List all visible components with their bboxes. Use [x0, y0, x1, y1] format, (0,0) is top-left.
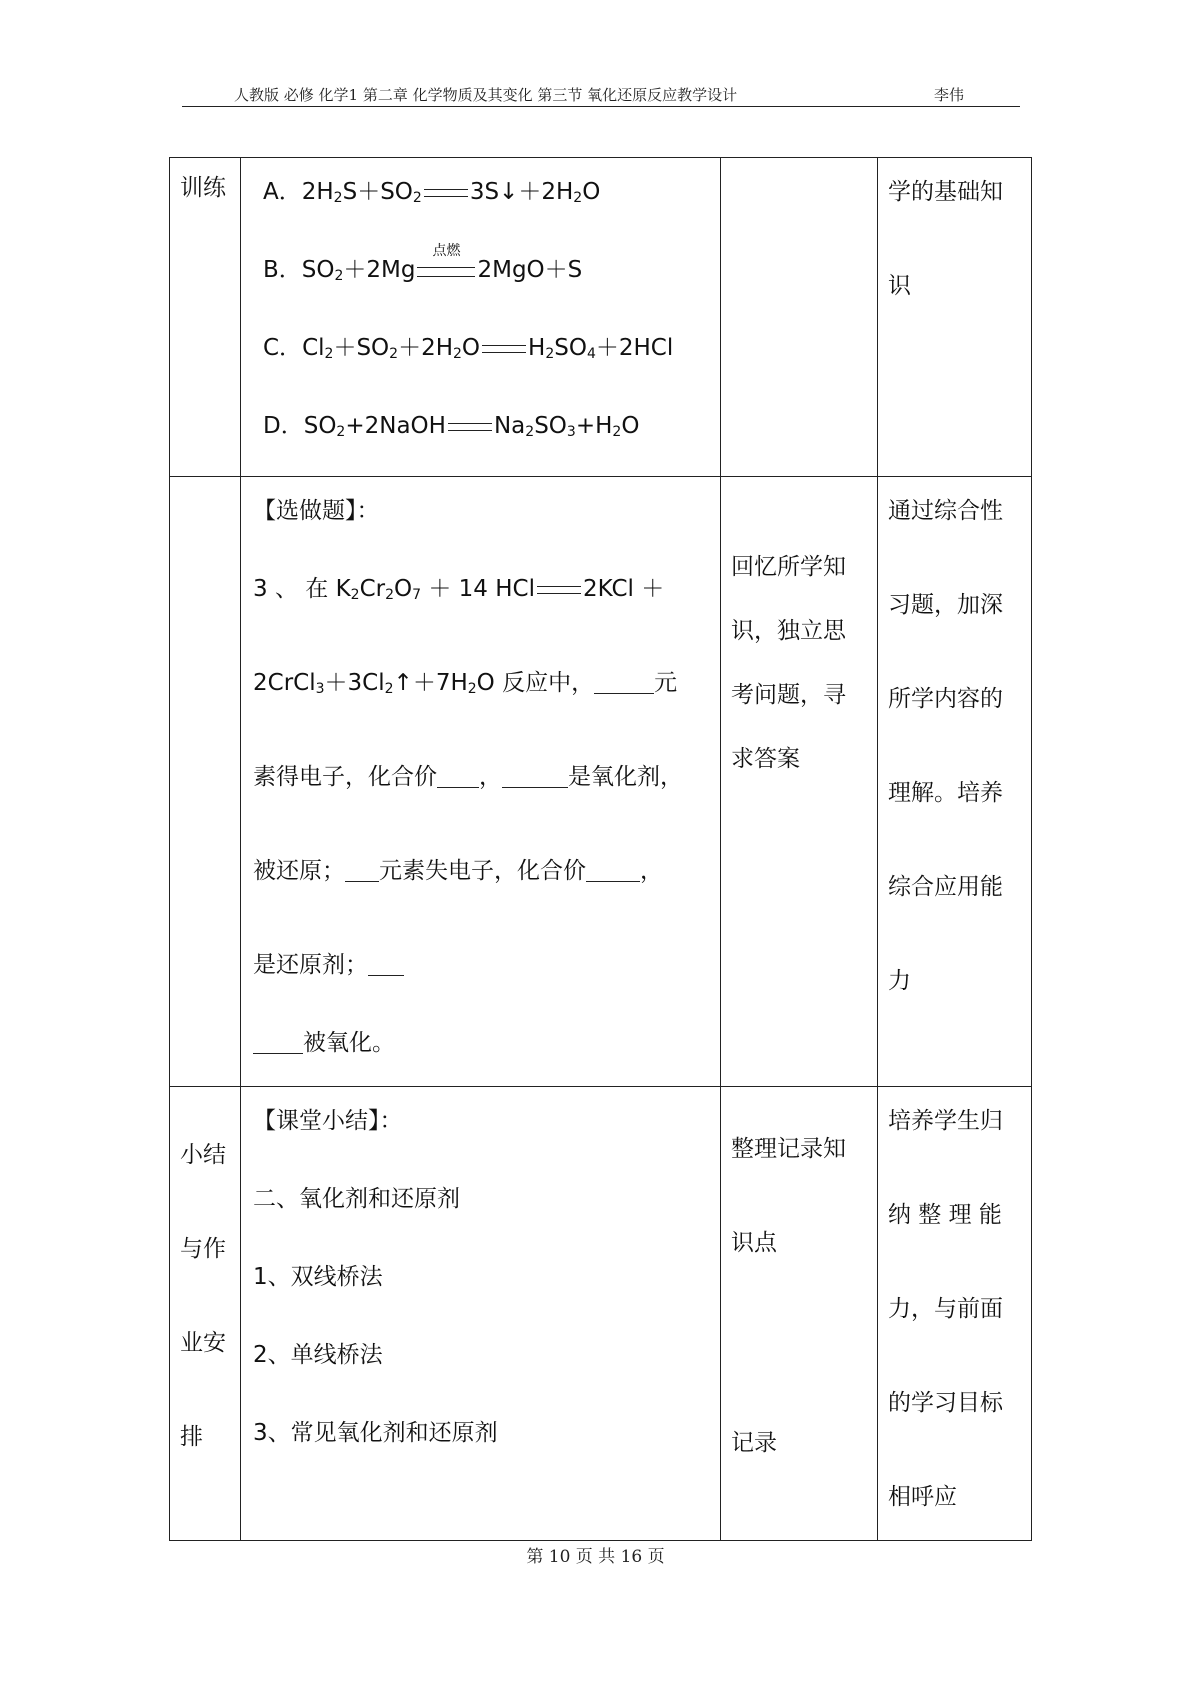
equals-sign — [482, 345, 526, 353]
activity-text: 识，独立思 — [731, 618, 846, 644]
goal-text: 理解。培养 — [888, 780, 1003, 806]
goal-text: 培养学生归 — [888, 1108, 1003, 1134]
stage-label: 排 — [180, 1424, 203, 1450]
answer-blank[interactable] — [594, 669, 654, 694]
table-row-summary — [170, 1087, 1032, 1541]
question-line: $2CrCl_3+3Cl_2↑+7H_2O$ 反应中， 元 — [253, 670, 678, 697]
activity-text: 整理记录知 — [731, 1136, 846, 1162]
question-line: 被还原； 元素失电子，化合价 ， — [253, 858, 663, 884]
content-cell — [241, 477, 721, 1087]
stage-label: 与作 — [180, 1236, 226, 1262]
summary-item: 2、单线桥法 — [253, 1342, 383, 1368]
goal-text: 通过综合性 — [888, 498, 1003, 524]
goal-text: 所学内容的 — [888, 686, 1003, 712]
goal-text: 的学习目标 — [888, 1390, 1003, 1416]
stage-cell — [170, 158, 241, 477]
goal-text: 识 — [888, 273, 911, 299]
content-cell — [241, 158, 721, 477]
page-footer: 第 10 页 共 16 页 — [526, 1547, 665, 1567]
activity-cell — [721, 477, 878, 1087]
header-title: 人教版 必修 化学1 第二章 化学物质及其变化 第三节 氧化还原反应教学设计 — [234, 86, 738, 104]
option-c: C．$Cl_2+SO_2+2H_2O$ $H_2SO_4+2HCl$ — [263, 335, 674, 362]
answer-blank[interactable] — [345, 857, 379, 882]
goal-text: 力 — [888, 968, 911, 994]
option-a: A．$2H_2S+SO_2$ $3S↓+2H_2O$ — [263, 179, 601, 206]
goal-cell — [878, 158, 1032, 477]
activity-text: 考问题，寻 — [731, 682, 846, 708]
summary-item: 3、常见氧化剂和还原剂 — [253, 1420, 498, 1446]
activity-text: 回忆所学知 — [731, 554, 846, 580]
equals-sign — [537, 586, 581, 594]
activity-text: 识点 — [731, 1230, 777, 1256]
equals-sign — [424, 189, 468, 197]
stage-label: 业安 — [180, 1330, 226, 1356]
goal-cell — [878, 1087, 1032, 1541]
goal-text: 综合应用能 — [888, 874, 1003, 900]
question-line: 素得电子，化合价 ， 是氧化剂， — [253, 764, 683, 790]
section-heading: 【选做题】： — [253, 498, 380, 524]
summary-item: 二、氧化剂和还原剂 — [253, 1186, 460, 1212]
option-d: D．$SO_2+2NaOH$ $Na_2SO_3+H_2O$ — [263, 413, 640, 440]
activity-text: 记录 — [731, 1430, 777, 1456]
equals-sign — [448, 423, 492, 431]
answer-blank[interactable] — [586, 857, 640, 882]
section-heading: 【课堂小结】： — [253, 1108, 403, 1134]
answer-blank[interactable] — [253, 1029, 303, 1054]
option-b: B．$SO_2+2Mg$ 点燃 2MgO＋S — [263, 242, 583, 284]
content-cell — [241, 1087, 721, 1541]
goal-cell — [878, 477, 1032, 1087]
reaction-condition: 点燃 — [417, 267, 475, 275]
question-line: 被氧化。 — [253, 1015, 720, 1075]
activity-cell — [721, 1087, 878, 1541]
table-row-optional — [170, 477, 1032, 1087]
activity-text: 求答案 — [731, 746, 800, 772]
stage-label: 小结 — [180, 1142, 226, 1168]
goal-text: 纳 整 理 能 — [888, 1202, 1002, 1228]
goal-text: 力，与前面 — [888, 1296, 1003, 1322]
goal-text: 相呼应 — [888, 1484, 957, 1510]
answer-blank[interactable] — [437, 763, 479, 788]
goal-text: 学的基础知 — [888, 179, 1003, 205]
question-line: 3 、 在 $K_2Cr_2O_7 + 14$ HCl 2KCl ＋ — [253, 576, 665, 603]
stage-label: 训练 — [180, 175, 226, 201]
stage-cell — [170, 1087, 241, 1541]
answer-blank[interactable] — [502, 763, 568, 788]
table-row-training — [170, 158, 1032, 477]
header-rule — [182, 106, 1020, 107]
header-author: 李伟 — [934, 86, 965, 104]
goal-text: 习题，加深 — [888, 592, 1003, 618]
lesson-table — [169, 157, 1032, 1541]
question-line: 是还原剂； — [253, 937, 720, 1015]
answer-blank[interactable] — [368, 951, 404, 976]
activity-cell — [721, 158, 878, 477]
summary-item: 1、双线桥法 — [253, 1264, 383, 1290]
page-header — [182, 82, 1020, 104]
stage-cell — [170, 477, 241, 1087]
